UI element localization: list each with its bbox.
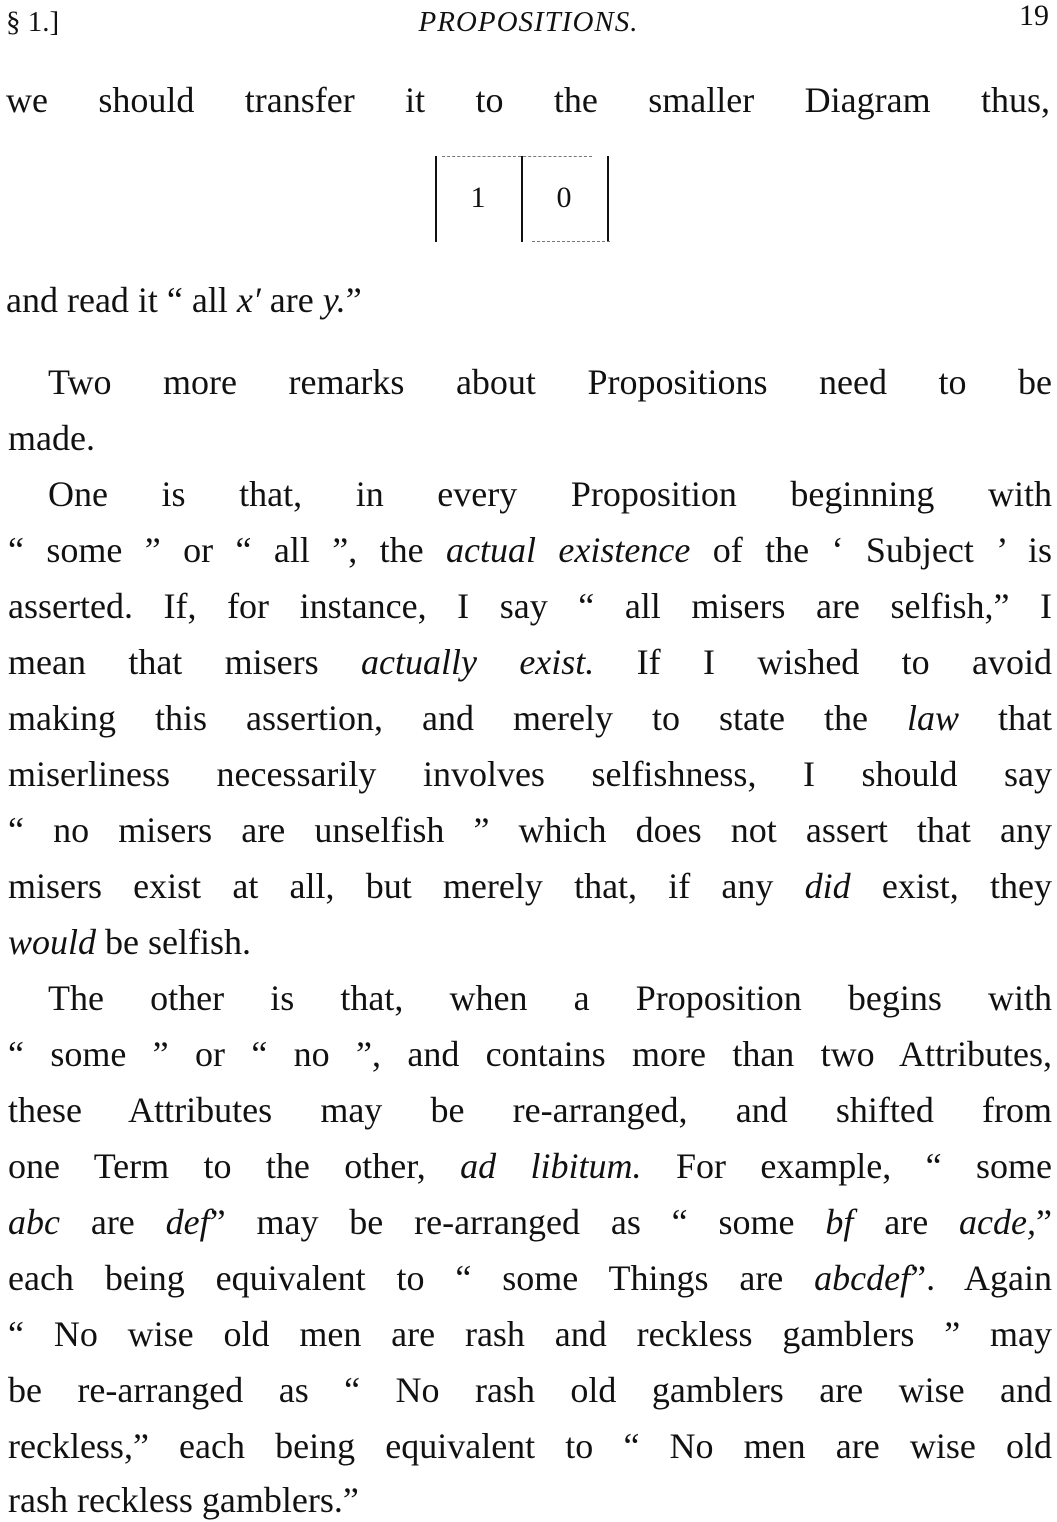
page-number: 19	[1019, 0, 1049, 32]
running-head	[0, 0, 1057, 50]
text-line: one Term to the other, ad libitum. For example, “ some	[8, 1146, 1052, 1186]
paragraph-first-line: One is that, in every Proposition beginning with	[48, 474, 1052, 514]
text-line: and read it “ all x′ are y.”	[6, 280, 362, 320]
text-line: made.	[8, 418, 95, 458]
text-line: miserliness necessarily involves selfishness, I should say	[8, 754, 1052, 794]
running-title: PROPOSITIONS.	[418, 6, 639, 38]
diagram-top-edge	[442, 156, 592, 157]
text-line: “ No wise old men are rash and reckless gamblers ” may	[8, 1314, 1052, 1354]
text-line: making this assertion, and merely to state the law that	[8, 698, 1052, 738]
small-diagram	[432, 152, 612, 246]
diagram-left-border	[435, 156, 437, 242]
diagram-divider	[521, 156, 523, 242]
text-line: would be selfish.	[8, 922, 251, 962]
text-line: be re-arranged as “ No rash old gamblers are wise and	[8, 1370, 1052, 1410]
diagram-cell-left: 1	[470, 181, 486, 214]
text-line: we should transfer it to the smaller Diagram thus,	[6, 80, 1050, 120]
text-line: “ some ” or “ all ”, the actual existence of the ‘ Subject ’ is	[8, 530, 1052, 570]
diagram-bottom-edge	[532, 241, 610, 242]
text-line: “ no misers are unselfish ” which does not assert that any	[8, 810, 1052, 850]
text-line: misers exist at all, but merely that, if any did exist, they	[8, 866, 1052, 906]
text-line: “ some ” or “ no ”, and contains more than two Attributes,	[8, 1034, 1052, 1074]
text-line: these Attributes may be re-arranged, and shifted from	[8, 1090, 1052, 1130]
text-line: each being equivalent to “ some Things are abcdef”. Again	[8, 1258, 1052, 1298]
text-line: asserted. If, for instance, I say “ all misers are selfish,” I	[8, 586, 1052, 626]
text-line: rash reckless gamblers.”	[8, 1480, 359, 1520]
text-line: reckless,” each being equivalent to “ No men are wise old	[8, 1426, 1052, 1466]
paragraph-first-line: The other is that, when a Proposition begins with	[48, 978, 1052, 1018]
text-line: abc are def” may be re-arranged as “ some bf are acde,”	[8, 1202, 1052, 1242]
section-reference: § 1.]	[6, 6, 60, 38]
paragraph-first-line: Two more remarks about Propositions need to be	[48, 362, 1052, 402]
diagram-cell-right: 0	[556, 181, 572, 214]
text-line: mean that misers actually exist. If I wished to avoid	[8, 642, 1053, 682]
diagram-right-border	[607, 156, 609, 242]
